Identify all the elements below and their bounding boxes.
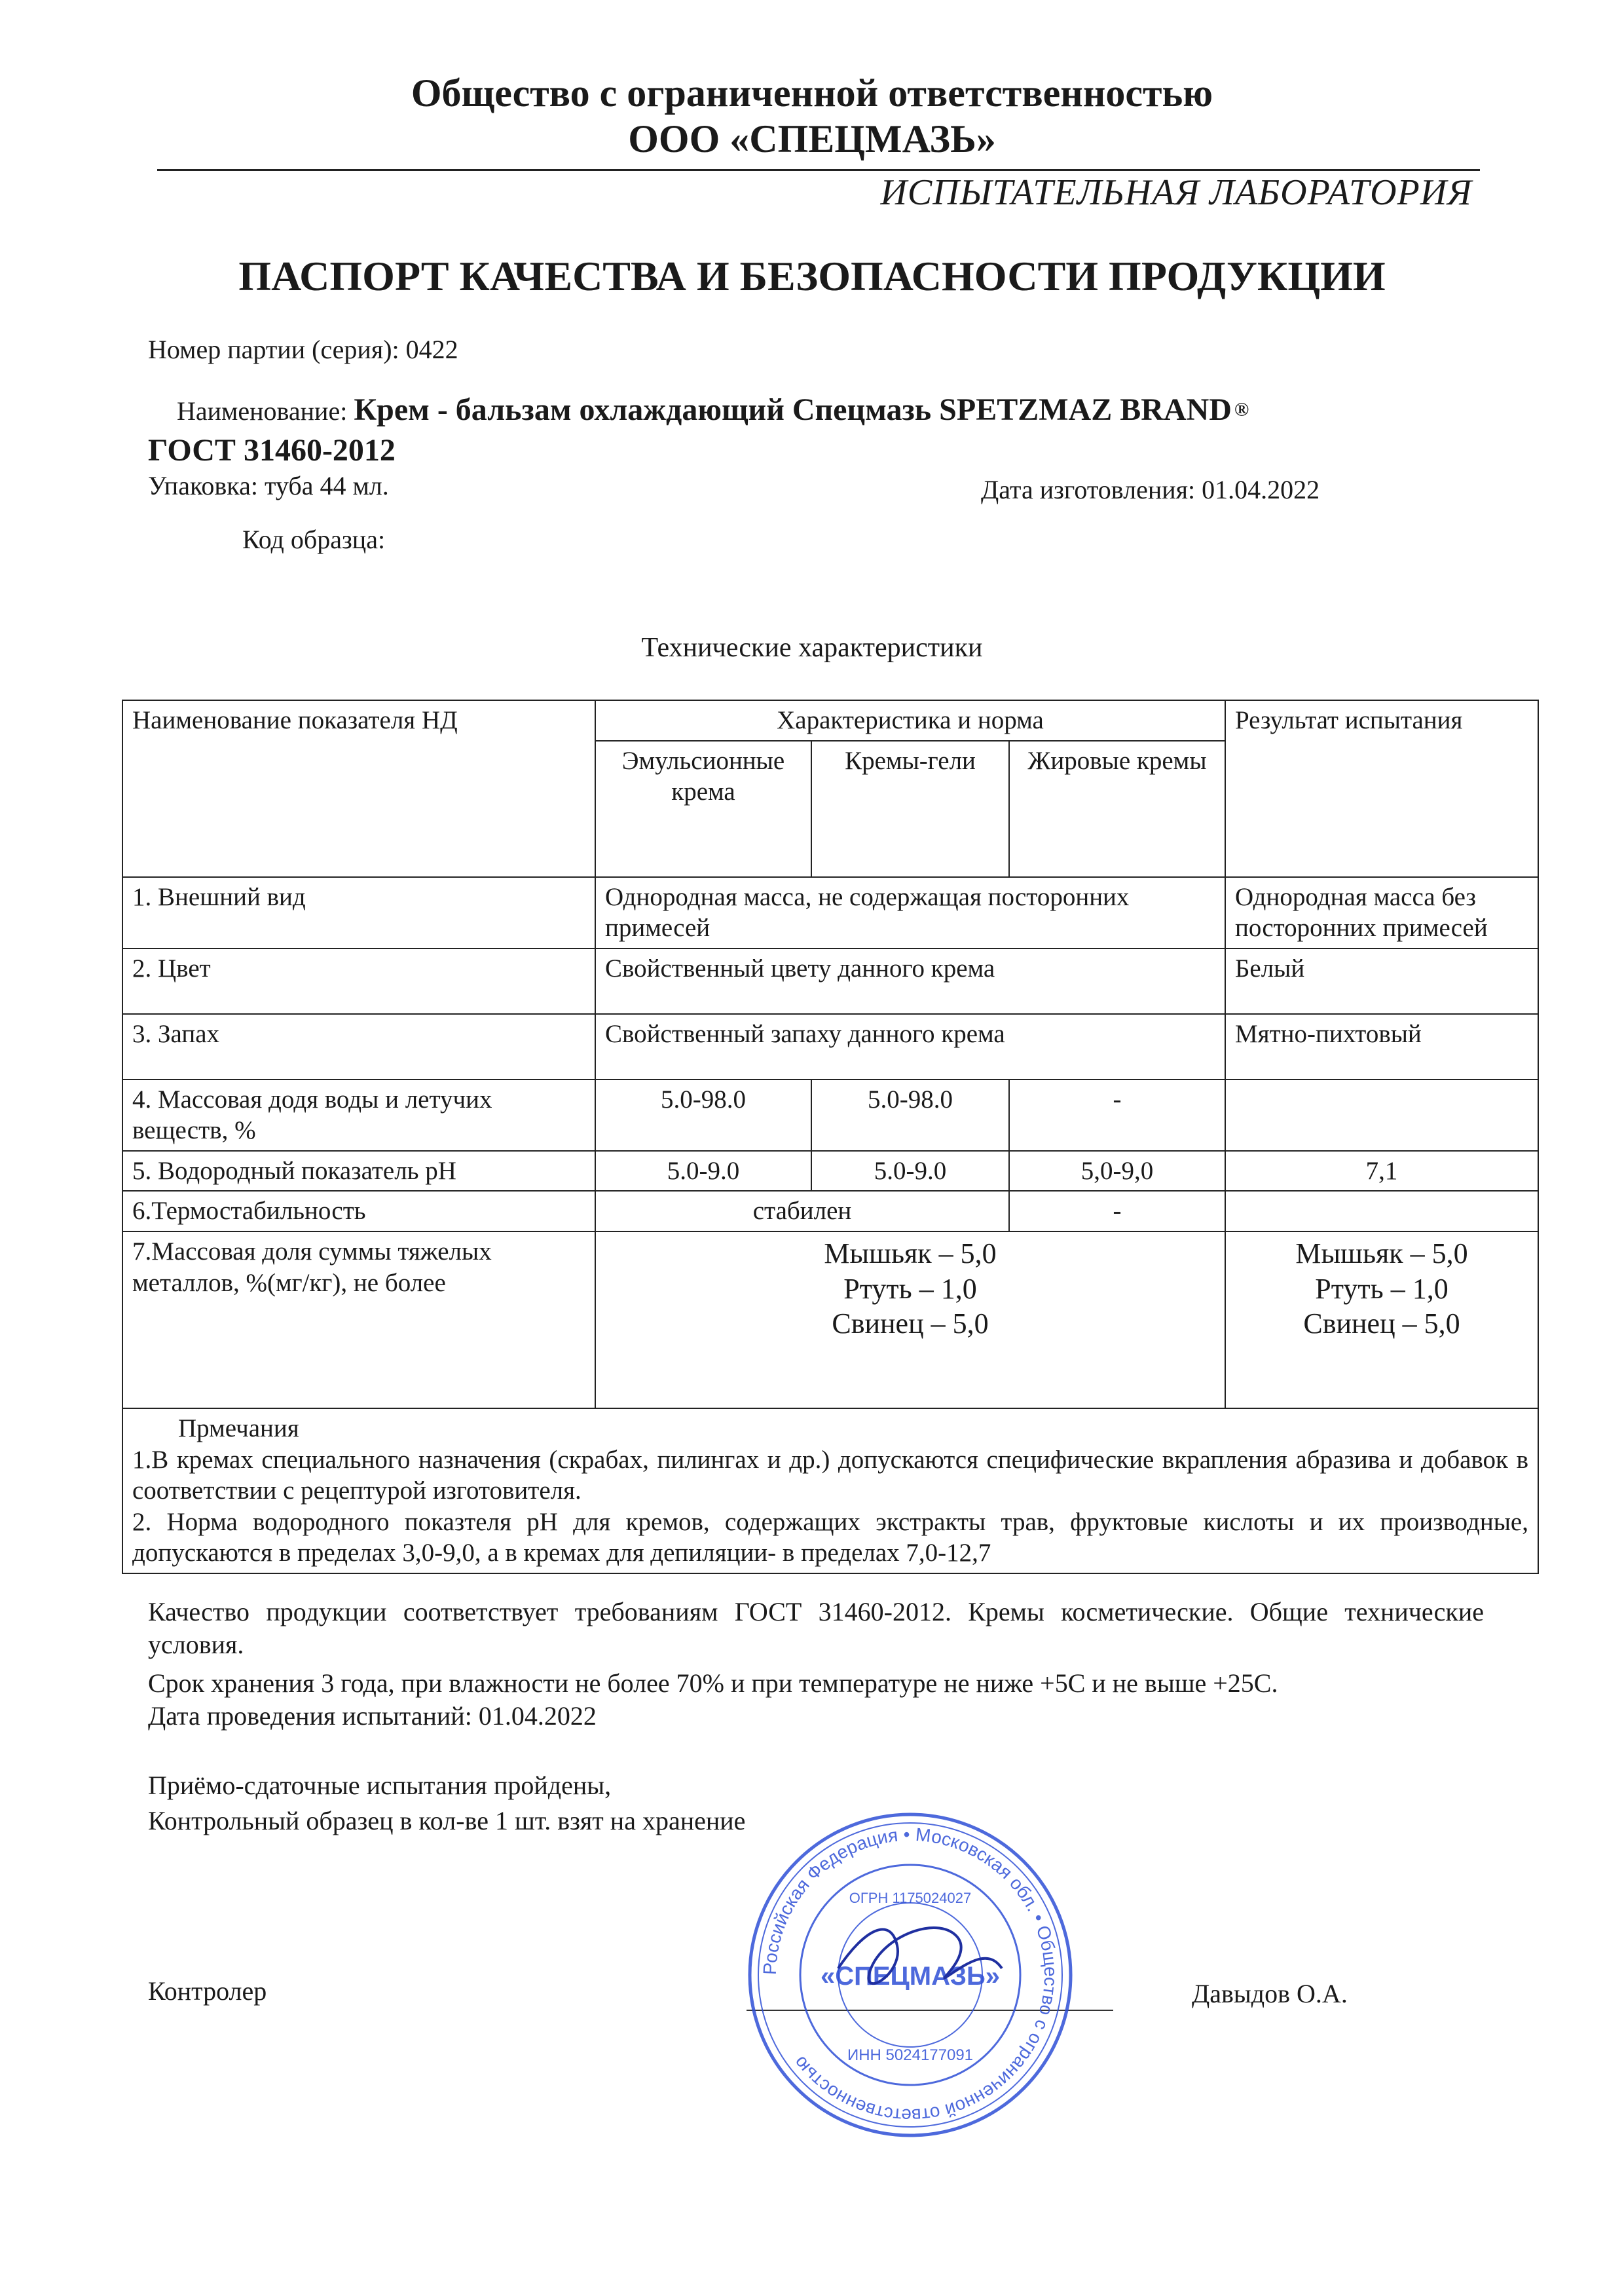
header-norm: Характеристика и норма xyxy=(595,700,1225,741)
controller-label: Контролер xyxy=(148,1976,267,2006)
table-row xyxy=(122,1079,1538,1151)
notes-title: Прмечания xyxy=(178,1414,299,1443)
packaging: Упаковка: туба 44 мл. xyxy=(148,471,389,500)
storage-terms: Срок хранения 3 года, при влажности не более 70% и при температуре не ниже +5С и не выше +25С. xyxy=(148,1668,1278,1698)
product-name-label: Наименование: xyxy=(177,396,354,426)
table-header-row xyxy=(122,700,1538,741)
row-norm: Свойственный запаху данного крема xyxy=(595,1014,1225,1079)
notes-cell xyxy=(122,1408,1538,1573)
header-divider xyxy=(157,169,1480,171)
norm-mercury: Ртуть – 1,0 xyxy=(843,1272,977,1305)
row-name: 6.Термостабильность xyxy=(122,1191,595,1231)
sample-code: Код образца: xyxy=(242,525,386,554)
result-arsenic: Мышьяк – 5,0 xyxy=(1295,1237,1468,1270)
subheader-emulsion: Эмульсионные крема xyxy=(595,741,811,877)
result-mercury: Ртуть – 1,0 xyxy=(1315,1272,1449,1305)
signer-name: Давыдов О.А. xyxy=(1192,1979,1348,2008)
tech-specs-title: Технические характеристики xyxy=(641,633,983,663)
row-norm: Свойственный цвету данного крема xyxy=(595,948,1225,1014)
result-lead: Свинец – 5,0 xyxy=(1303,1307,1460,1340)
document-title: ПАСПОРТ КАЧЕСТВА И БЕЗОПАСНОСТИ ПРОДУКЦИИ xyxy=(238,253,1386,299)
table-row xyxy=(122,877,1538,948)
lab-name: ИСПЫТАТЕЛЬНАЯ ЛАБОРАТОРИЯ xyxy=(880,172,1472,213)
row-name: 5. Водородный показатель pH xyxy=(122,1151,595,1192)
product-name: Крем - бальзам охлаждающий Спецмазь SPETZMAZ BRAND xyxy=(354,392,1232,427)
control-sample-statement: Контрольный образец в кол-ве 1 шт. взят на хранение xyxy=(148,1806,746,1835)
table-row xyxy=(122,1151,1538,1192)
row-result: 7,1 xyxy=(1225,1151,1538,1192)
seal-ring-text: Российская Федерация • Московская обл. • Общество с ограниченной ответственностью xyxy=(759,1824,1061,2126)
subheader-fat: Жировые кремы xyxy=(1009,741,1225,877)
note-2: 2. Норма водородного показтеля pH для кремов, содержащих экстракты трав, фруктовые кислоты и их производные, допускаются в пределах 3,0-9,0, а в кремах для депиляции- в пределах 7,0-12,7 xyxy=(132,1507,1528,1567)
org-name-line2: ООО «СПЕЦМАЗЬ» xyxy=(628,117,996,160)
row-result: Белый xyxy=(1225,948,1538,1014)
quality-statement: Качество продукции соответствует требованиям ГОСТ 31460-2012. Кремы косметические. Общие технические условия. xyxy=(148,1597,1484,1659)
header-result: Результат испытания xyxy=(1225,700,1538,877)
note-1: 1.В кремах специального назначения (скрабах, пилингах и др.) допускаются специфические вкрапления абразива и добавок в соответствии с рецептурой изготовителя. xyxy=(132,1445,1528,1505)
seal-center: «СПЕЦМАЗЬ» xyxy=(820,1962,1001,1991)
row-value-emulsion: 5.0-9.0 xyxy=(595,1151,811,1192)
row-value-fat: - xyxy=(1009,1191,1225,1231)
table-row xyxy=(122,1191,1538,1231)
row-norm-metals xyxy=(595,1231,1225,1408)
row-value-gel: 5.0-98.0 xyxy=(811,1079,1009,1151)
seal-inn: ИНН 5024177091 xyxy=(847,2046,974,2064)
norm-lead: Свинец – 5,0 xyxy=(832,1307,989,1340)
spec-table xyxy=(122,700,1539,1574)
row-result xyxy=(1225,1079,1538,1151)
row-value-fat: - xyxy=(1009,1079,1225,1151)
acceptance-statement: Приёмо-сдаточные испытания пройдены, xyxy=(148,1771,612,1800)
manufacture-date: Дата изготовления: 01.04.2022 xyxy=(981,475,1320,504)
row-norm: Однородная масса, не содержащая посторонних примесей xyxy=(595,877,1225,948)
row-value-gel: 5.0-9.0 xyxy=(811,1151,1009,1192)
row-name: 7.Массовая доля суммы тяжелых металлов, %(мг/кг), не более xyxy=(122,1231,595,1408)
row-value-emulsion: 5.0-98.0 xyxy=(595,1079,811,1151)
seal-ogrn: ОГРН 1175024027 xyxy=(849,1890,972,1906)
table-row xyxy=(122,1014,1538,1079)
norm-arsenic: Мышьяк – 5,0 xyxy=(824,1237,997,1270)
row-value-fat: 5,0-9,0 xyxy=(1009,1151,1225,1192)
row-result: Однородная масса без посторонних примесей xyxy=(1225,877,1538,948)
row-result: Мятно-пихтовый xyxy=(1225,1014,1538,1079)
row-result-metals xyxy=(1225,1231,1538,1408)
notes-row xyxy=(122,1408,1538,1573)
row-result xyxy=(1225,1191,1538,1231)
table-row xyxy=(122,1231,1538,1408)
product-gost: ГОСТ 31460-2012 xyxy=(148,433,396,468)
row-name: 2. Цвет xyxy=(122,948,595,1014)
batch-number: Номер партии (серия): 0422 xyxy=(148,335,458,364)
row-name: 1. Внешний вид xyxy=(122,877,595,948)
registered-mark: ® xyxy=(1234,398,1249,421)
row-name: 3. Запах xyxy=(122,1014,595,1079)
seal-graphic xyxy=(740,1805,1080,2145)
header-indicator: Наименование показателя НД xyxy=(122,700,595,877)
row-name: 4. Массовая додя воды и летучих веществ, % xyxy=(122,1079,595,1151)
company-seal xyxy=(740,1805,1080,2145)
test-date: Дата проведения испытаний: 01.04.2022 xyxy=(148,1701,597,1731)
row-value-emulsion-gel: стабилен xyxy=(595,1191,1009,1231)
product-name-line xyxy=(177,392,1249,428)
org-name-line1: Общество с ограниченной ответственностью xyxy=(411,71,1213,115)
subheader-gel: Кремы-гели xyxy=(811,741,1009,877)
table-row xyxy=(122,948,1538,1014)
